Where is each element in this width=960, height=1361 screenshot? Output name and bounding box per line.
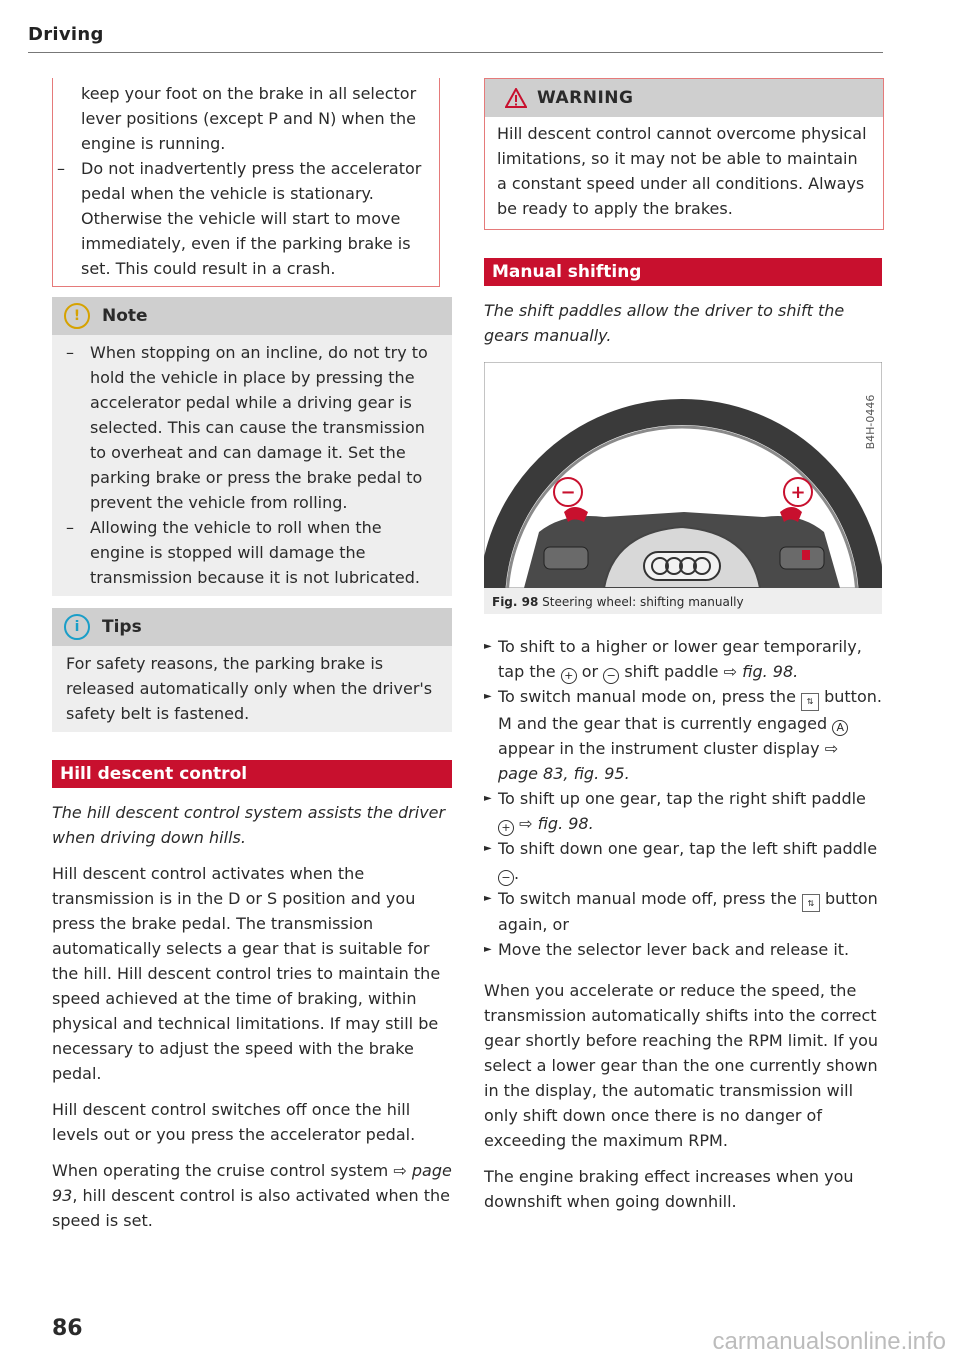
warning-title: WARNING [537,87,634,108]
list-item: ► Move the selector lever back and release it. [484,937,882,962]
minus-paddle-label: − [560,482,576,503]
figure-caption [484,588,882,614]
steering-wheel-illustration [484,362,882,588]
page-link[interactable]: ⇨ page 83, fig. 95. [498,738,839,783]
list-item: ► To switch manual mode on, press the ⇅ button. M and the gear that is currently engaged A appear in the instrument cluster display ⇨ page 83, fig. 95. [484,684,882,786]
tips-header [52,608,452,646]
plus-circle-icon: + [498,820,514,836]
box-text-2: – Do not inadvertently press the accelerator pedal when the vehicle is stationary. Otherwise the vehicle will start to move immediately, even if the parking brake is set. This could result in a crash. [57,156,427,281]
figure-caption-text: Steering wheel: shifting manually [542,595,744,609]
warning-continuation-box [52,78,440,287]
left-column [28,78,452,1244]
header-rule [28,52,883,53]
list-item: ► To shift to a higher or lower gear temporarily, tap the + or − shift paddle ⇨ fig. 98. [484,634,882,684]
figure-steering-wheel [484,362,882,614]
page-number: 86 [52,1316,83,1341]
tips-title: Tips [102,616,142,637]
paragraph: The engine braking effect increases when you downshift when going downhill. [484,1167,854,1211]
figure-code: B4H-0446 [864,394,877,450]
section-title: Manual shifting [484,258,882,286]
figure-label: Fig. 98 [492,595,539,609]
right-column [458,78,882,1225]
manual-mode-button-icon: ⇅ [802,894,820,912]
info-circle-icon: i [64,614,90,640]
tips-body: For safety reasons, the parking brake is released automatically only when the driver's safety belt is fastened. [66,654,433,723]
hill-descent-section [52,760,452,1233]
figure-link[interactable]: ⇨ fig. 98. [723,662,799,681]
running-header: Driving [28,24,104,45]
minus-circle-icon: − [603,668,619,684]
paragraph: Hill descent control switches off once the hill levels out or you press the accelerator pedal. [52,1100,416,1144]
section-lead: The shift paddles allow the driver to shift the gears manually. [484,301,845,345]
warning-box [484,78,884,230]
plus-paddle-label: + [790,482,806,503]
note-box [52,297,452,596]
note-item: – When stopping on an incline, do not try to hold the vehicle in place by pressing the accelerator pedal while a driving gear is selected. This can cause the transmission to overheat and can damage it. Set the parking brake or press the brake pedal to prevent the vehicle from rolling. [66,340,438,515]
paragraph: Hill descent control activates when the transmission is in the D or S position and you press the brake pedal. The transmission automatically selects a gear that is suitable for the hill. Hill descent control tries to maintain the speed achieved at the time of braking, within physical and technical limitations. If may still be necessary to adjust the speed with the brake pedal. [52,864,441,1083]
box-text-1: keep your foot on the brake in all selector lever positions (except P and N) when the engine is running. [81,84,417,153]
page-link[interactable]: ⇨ page 93 [52,1161,452,1205]
list-item: ► To shift up one gear, tap the right shift paddle + ⇨ fig. 98. [484,786,882,836]
tips-box [52,608,452,732]
section-lead: The hill descent control system assists the driver when driving down hills. [52,803,446,847]
minus-circle-icon: − [498,870,514,886]
list-item: ► To shift down one gear, tap the left shift paddle − . [484,836,882,886]
warning-header [485,79,883,117]
note-header [52,297,452,335]
paragraph: When operating the cruise control system ⇨ page 93, hill descent control is also activated when the speed is set. [52,1161,452,1230]
list-item: ► To switch manual mode off, press the ⇅ button again, or [484,886,882,938]
exclamation-circle-icon: ! [64,303,90,329]
manual-shifting-section [484,258,882,348]
plus-circle-icon: + [561,668,577,684]
note-body [52,335,452,596]
warning-triangle-icon [505,88,527,108]
warning-body: Hill descent control cannot overcome physical limitations, so it may not be able to maintain a constant speed under all conditions. Always be ready to apply the brakes. [497,124,867,218]
watermark: carmanualsonline.info [712,1328,946,1355]
figure-link[interactable]: ⇨ fig. 98. [519,813,594,833]
marker-a-icon: A [832,720,848,736]
paragraph: When you accelerate or reduce the speed, the transmission automatically shifts into the correct gear shortly before reaching the RPM limit. If you select a lower gear than the one currently shown in the display, the automatic transmission will only shift down once there is no danger of exceeding the maximum RPM. [484,981,879,1150]
note-title: Note [102,305,148,326]
instructions-list [484,634,882,1214]
manual-mode-button-icon: ⇅ [801,693,819,711]
section-title: Hill descent control [52,760,452,788]
note-item: – Allowing the vehicle to roll when the engine is stopped will damage the transmission because it is not lubricated. [66,515,438,590]
